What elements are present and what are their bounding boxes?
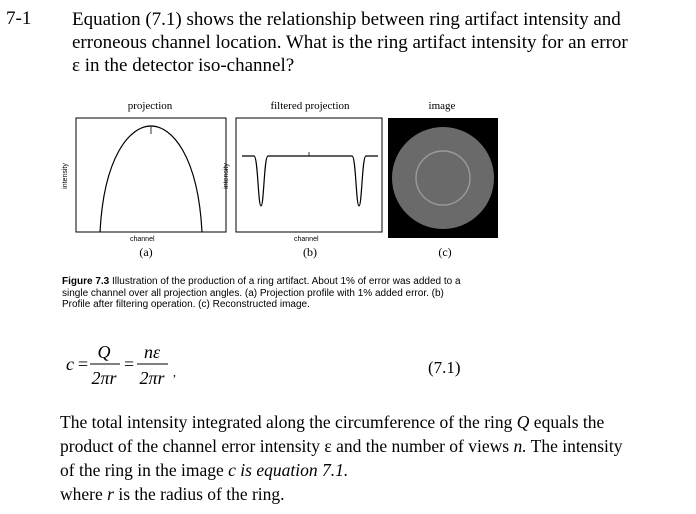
equation-number: (7.1) [428, 358, 461, 377]
eq-den-2: 2πr [139, 368, 165, 388]
phantom-disk [392, 127, 494, 229]
eq-comma: , [173, 365, 176, 379]
panel-a-ylabel: intensity [62, 163, 69, 189]
question-number: 7-1 [6, 8, 32, 29]
equation-7-1 [60, 336, 230, 396]
question-line-2: erroneous channel location. What is the ring artifact intensity for an error [72, 32, 628, 53]
eq-lhs: c [66, 354, 74, 374]
panel-b-xlabel: channel [294, 236, 319, 243]
panel-a-frame [76, 118, 226, 232]
caption-line-3: Profile after filtering operation. (c) Reconstructed image. [62, 299, 310, 310]
panel-c-label: (c) [438, 245, 452, 259]
panel-b-plot [220, 116, 385, 238]
question-line-3: ε in the detector iso-channel? [72, 55, 295, 76]
explanation-line-1: The total intensity integrated along the circumference of the ring Q equals the [60, 412, 605, 432]
eq-den-1: 2πr [91, 368, 117, 388]
caption-figure-number: Figure 7.3 [62, 276, 110, 287]
eq-num-1: Q [97, 342, 111, 362]
explanation-line-3: of the ring in the image c is equation 7.1. [60, 460, 349, 480]
figure-caption [62, 276, 532, 311]
question-text [72, 8, 682, 77]
filtered-curve [242, 156, 378, 206]
explanation-line-2: product of the channel error intensity ε and the number of views n. The intensity [60, 436, 623, 456]
panel-b-ylabel: intensity [223, 163, 230, 189]
panel-a-title: projection [127, 100, 173, 112]
caption-line-1 [62, 276, 532, 288]
panel-a-xlabel: channel [130, 236, 155, 243]
caption-line-2: single channel over all projection angles. (a) Projection profile with 1% added error. (b) [62, 287, 444, 299]
panel-a-plot [60, 116, 230, 238]
explanation-text [60, 410, 690, 506]
panel-b-label: (b) [303, 245, 317, 259]
eq-equals-1: = [78, 354, 89, 374]
panel-a-label: (a) [139, 245, 153, 259]
caption-text-1: Illustration of the production of a ring artifact. About 1% of error was added to a [112, 276, 461, 287]
panel-c-title: image [428, 100, 456, 112]
panel-b-title: filtered projection [270, 100, 350, 112]
eq-equals-2: = [124, 354, 135, 374]
explanation-line-4: where r is the radius of the ring. [60, 484, 285, 504]
eq-num-2: nε [143, 342, 161, 362]
projection-curve [100, 126, 202, 232]
panel-c-image [388, 118, 498, 238]
question-line-1: Equation (7.1) shows the relationship between ring artifact intensity and [72, 9, 621, 30]
